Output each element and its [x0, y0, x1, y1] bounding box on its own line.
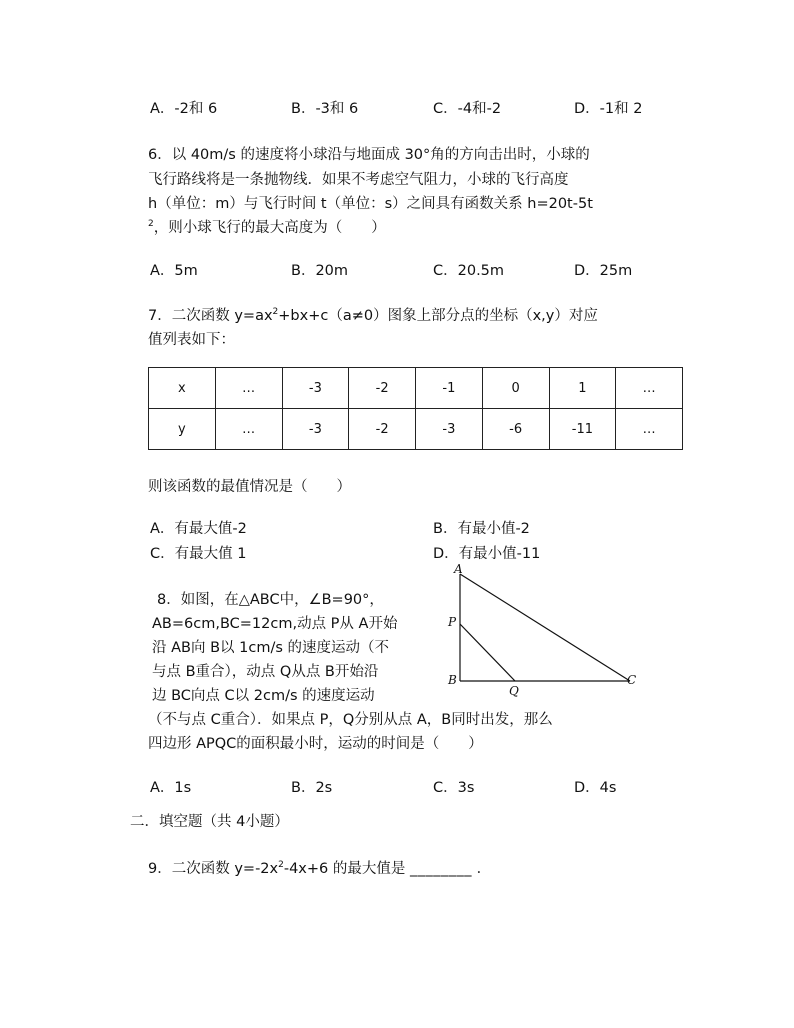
table-cell: -6 [482, 409, 549, 450]
table-cell: -3 [282, 368, 349, 409]
q9-text-a: 9．二次函数 y=-2x [148, 861, 279, 877]
q6-line-2: 飞行路线将是一条抛物线．如果不考虑空气阻力，小球的飞行高度 [148, 172, 569, 188]
q6-line-1: 6．以 40m/s 的速度将小球沿与地面成 30°角的方向击出时，小球的 [148, 147, 590, 163]
q6-option-a: A．5m [150, 263, 198, 279]
section-title: 二．填空题（共 4小题） [130, 814, 289, 830]
q7-line-1a: 7．二次函数 y=ax [148, 308, 273, 324]
q7-option-a: A．有最大值-2 [150, 521, 247, 537]
q5-option-c: C．-4和-2 [433, 101, 502, 117]
q8-line-4: 与点 B重合），动点 Q从点 B开始沿 [152, 664, 379, 680]
table-cell: 1 [549, 368, 616, 409]
q7-option-c: C．有最大值 1 [150, 546, 247, 562]
table-cell: y [149, 409, 216, 450]
segment-ac [460, 574, 630, 681]
segment-pq [460, 624, 515, 681]
q7-line-1 [148, 304, 598, 325]
q8-option-c: C．3s [433, 780, 475, 796]
q9-answer-blank[interactable]: ________ [409, 861, 472, 877]
table-cell: 0 [482, 368, 549, 409]
q8-option-a: A．1s [150, 780, 192, 796]
label-a: A [454, 562, 463, 576]
value-table [148, 367, 683, 450]
table-cell: -11 [549, 409, 616, 450]
q9-question [148, 857, 491, 878]
q8-option-b: B．2s [291, 780, 333, 796]
q7-line-1b: +bx+c（a≠0）图象上部分点的坐标（x,y）对应 [278, 308, 598, 324]
q9-exponent: 2 [278, 860, 284, 870]
q6-option-b: B．20m [291, 263, 349, 279]
table-cell: -2 [349, 409, 416, 450]
q5-option-a: A．-2和 6 [150, 101, 218, 117]
q7-prompt: 则该函数的最值情况是（ ） [148, 479, 351, 495]
table-cell: x [149, 368, 216, 409]
table-cell: … [616, 368, 683, 409]
table-cell: -1 [416, 368, 483, 409]
q6-options [0, 259, 794, 281]
q9-text-b: -4x+6 的最大值是 [283, 861, 406, 877]
table-cell: -2 [349, 368, 416, 409]
q6-line-4-text: ，则小球飞行的最大高度为（ ） [153, 220, 386, 236]
table-cell: … [215, 409, 282, 450]
label-q: Q [509, 684, 519, 698]
q8-options [0, 776, 794, 798]
q7-option-b: B．有最小值-2 [433, 521, 530, 537]
triangle-figure [445, 562, 645, 698]
label-p: P [448, 615, 457, 629]
table-row-x [149, 368, 683, 409]
q7-options-row-2 [0, 542, 794, 564]
q8-line-5: 边 BC向点 C以 2cm/s 的速度运动 [152, 688, 375, 704]
table-cell: -3 [416, 409, 483, 450]
q8-line-7: 四边形 APQC的面积最小时，运动的时间是（ ） [148, 736, 483, 752]
table-cell: … [616, 409, 683, 450]
label-b: B [448, 673, 457, 687]
q8-line-6: （不与点 C重合）．如果点 P，Q分别从点 A，B同时出发，那么 [148, 712, 553, 728]
q5-options [0, 97, 794, 119]
q6-line-4 [148, 216, 386, 237]
q8-line-2: AB=6cm,BC=12cm,动点 P从 A开始 [152, 616, 398, 632]
q5-option-b: B．-3和 6 [291, 101, 359, 117]
q7-line-2: 值列表如下： [148, 332, 235, 348]
q7-option-d: D．有最小值-11 [433, 546, 541, 562]
q8-line-3: 沿 AB向 B以 1cm/s 的速度运动（不 [152, 640, 390, 656]
q8-option-d: D．4s [574, 780, 617, 796]
table-cell: … [215, 368, 282, 409]
q6-line-3: h（单位：m）与飞行时间 t（单位：s）之间具有函数关系 h=20t-5t [148, 196, 593, 212]
q7-options-row-1 [0, 517, 794, 539]
q6-exponent: 2 [148, 219, 154, 229]
table-cell: -3 [282, 409, 349, 450]
label-c: C [627, 673, 637, 687]
table-row-y [149, 409, 683, 450]
q6-option-d: D．25m [574, 263, 633, 279]
q5-option-d: D．-1和 2 [574, 101, 643, 117]
q9-end: ． [476, 861, 492, 877]
q8-line-1: 8．如图，在△ABC中，∠B=90°， [157, 592, 384, 608]
q6-option-c: C．20.5m [433, 263, 505, 279]
q7-exponent: 2 [272, 307, 279, 317]
